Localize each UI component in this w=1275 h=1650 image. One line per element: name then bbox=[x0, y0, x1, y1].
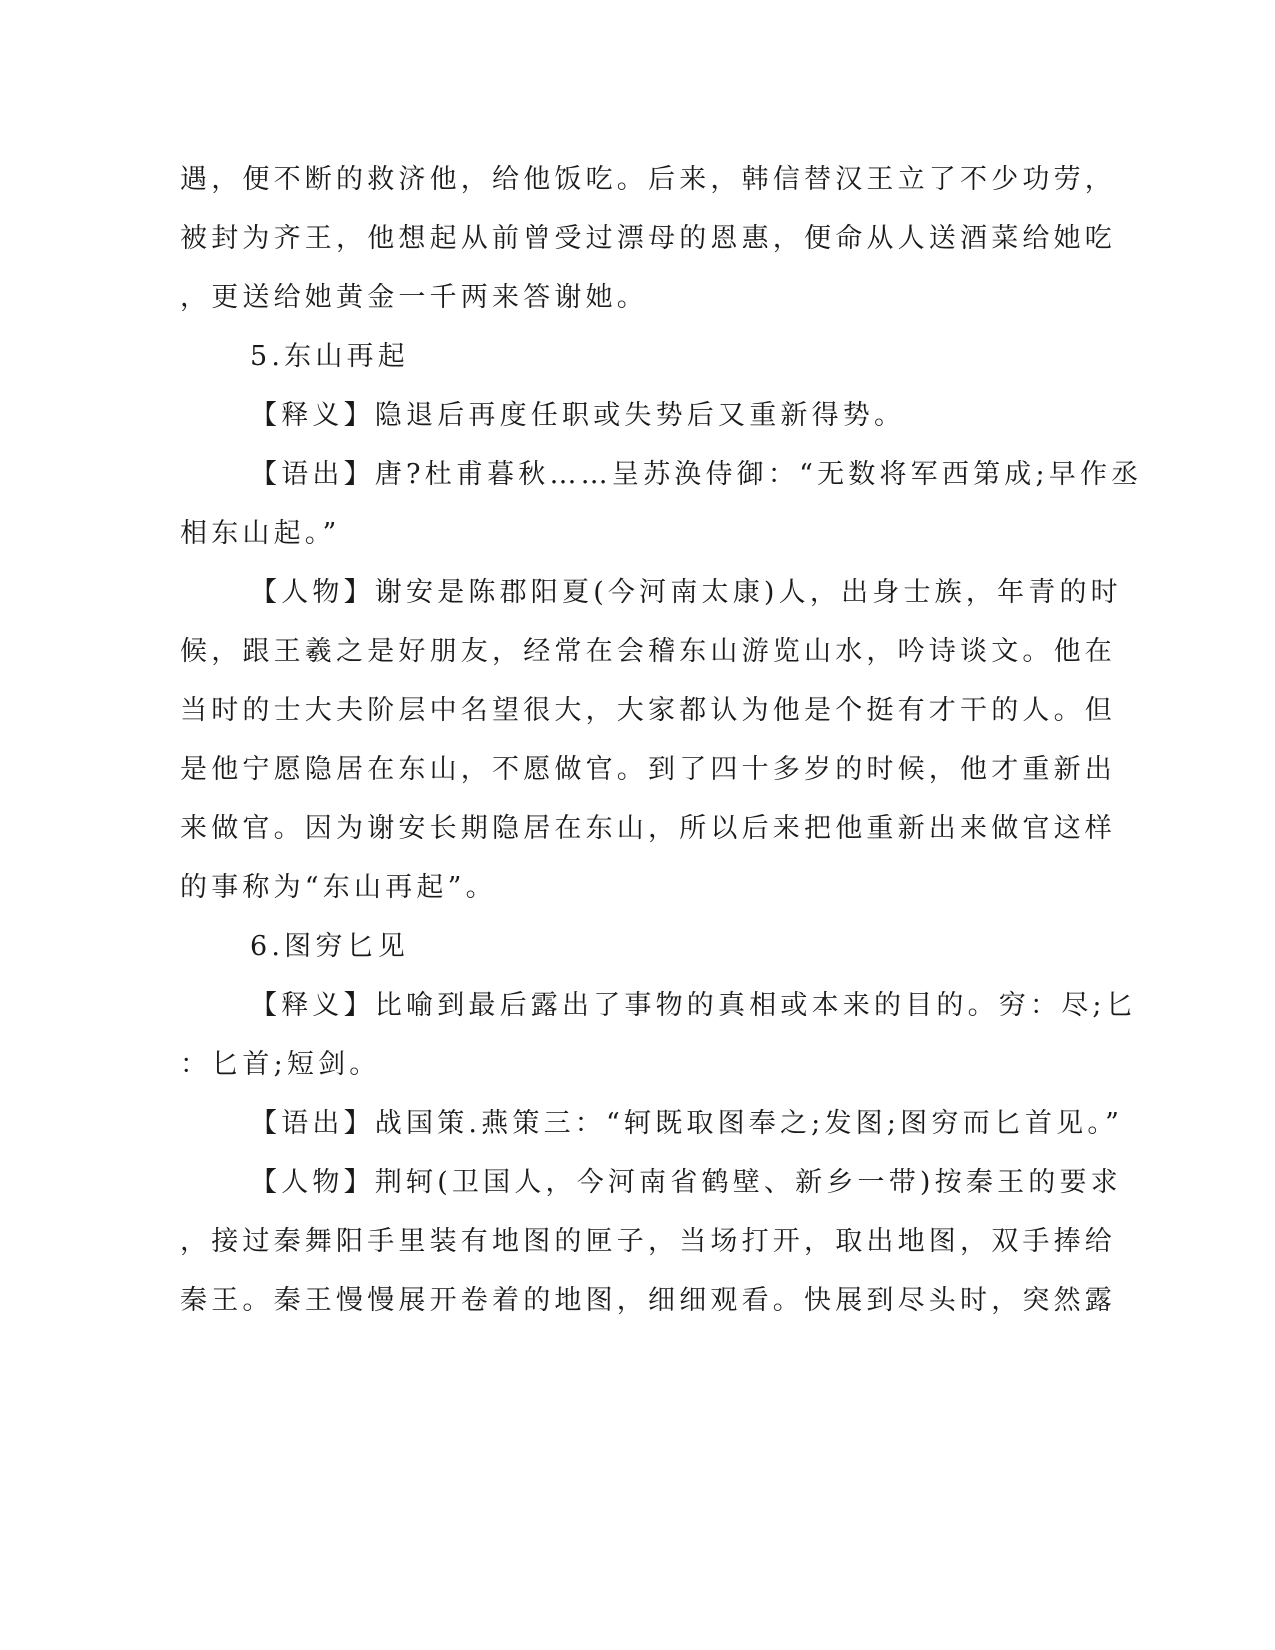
text-line-18: 【人物】荆轲(卫国人，今河南省鹤壁、新乡一带)按秦王的要求 bbox=[250, 1167, 1122, 1198]
text-line-11: 是他宁愿隐居在东山，不愿做官。到了四十多岁的时候，他才重新出 bbox=[180, 754, 1116, 785]
text-line-9: 候，跟王羲之是好朋友，经常在会稽东山游览山水，吟诗谈文。他在 bbox=[180, 636, 1116, 667]
section-heading-6: 6.图穷匕见 bbox=[250, 931, 409, 962]
text-line-19: ，接过秦舞阳手里装有地图的匣子，当场打开，取出地图，双手捧给 bbox=[180, 1226, 1116, 1257]
text-line-12: 来做官。因为谢安长期隐居在东山，所以后来把他重新出来做官这样 bbox=[180, 813, 1116, 844]
text-line-13: 的事称为“东山再起”。 bbox=[180, 872, 497, 903]
text-line-3: ，更送给她黄金一千两来答谢她。 bbox=[180, 282, 648, 313]
text-line-8: 【人物】谢安是陈郡阳夏(今河南太康)人，出身士族，年青的时 bbox=[250, 577, 1122, 608]
text-line-7: 相东山起。” bbox=[180, 518, 341, 549]
text-line-1: 遇，便不断的救济他，给他饭吃。后来，韩信替汉王立了不少功劳， bbox=[180, 164, 1116, 195]
text-line-5: 【释义】隐退后再度任职或失势后又重新得势。 bbox=[250, 400, 906, 431]
text-line-20: 秦王。秦王慢慢展开卷着的地图，细细观看。快展到尽头时，突然露 bbox=[180, 1285, 1116, 1316]
section-heading-5: 5.东山再起 bbox=[250, 341, 409, 372]
text-line-2: 被封为齐王，他想起从前曾受过漂母的恩惠，便命从人送酒菜给她吃 bbox=[180, 223, 1116, 254]
text-line-15: 【释义】比喻到最后露出了事物的真相或本来的目的。穷：尽;匕 bbox=[250, 990, 1137, 1021]
text-line-16: ：匕首;短剑。 bbox=[180, 1049, 381, 1080]
text-line-17: 【语出】战国策.燕策三：“轲既取图奉之;发图;图穷而匕首见。” bbox=[250, 1108, 1124, 1139]
text-line-10: 当时的士大夫阶层中名望很大，大家都认为他是个挺有才干的人。但 bbox=[180, 695, 1116, 726]
text-line-6: 【语出】唐?杜甫暮秋……呈苏涣侍御：“无数将军西第成;早作丞 bbox=[250, 459, 1143, 490]
